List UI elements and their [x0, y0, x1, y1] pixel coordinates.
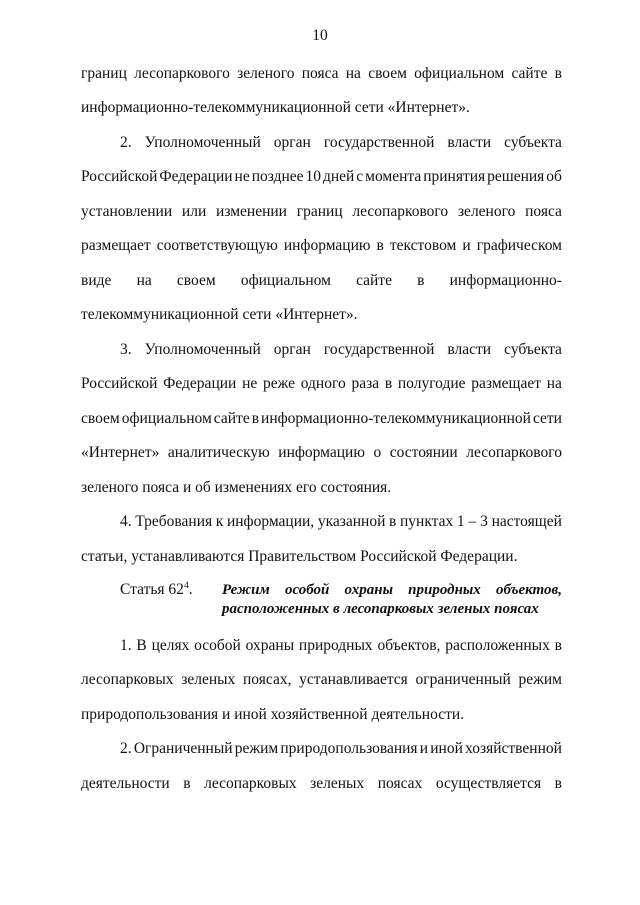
word: 1 – 3 [456, 513, 488, 530]
text-line [120, 339, 562, 361]
word: официальном [240, 272, 331, 289]
word: текстовом [389, 237, 457, 254]
text-line: статьи, устанавливаются Правительством Российской Федерации. [81, 548, 518, 565]
text-line: природопользования и иной хозяйственной деятельности. [81, 706, 465, 723]
text-line [81, 442, 562, 464]
word: Федерации [163, 375, 237, 392]
word: в [554, 637, 562, 654]
word: зеленых [181, 671, 236, 688]
word: установлении [81, 203, 173, 220]
word: настоящей [491, 513, 562, 530]
word: власти [447, 341, 492, 358]
word: поясах [377, 775, 423, 792]
word: на [546, 375, 562, 392]
word: иной [430, 740, 463, 757]
word: режим [234, 740, 279, 757]
word: изменении [216, 203, 287, 220]
word: хозяйственной [465, 740, 562, 757]
word: об [546, 168, 562, 185]
word: Российской [81, 168, 158, 185]
word: с [356, 168, 364, 185]
article-title-line: расположенных в лесопарковых зеленых поясах [222, 601, 539, 617]
word: «Интернет» [81, 444, 160, 461]
word: и [462, 237, 471, 254]
text-line [81, 63, 562, 85]
word: своем [176, 272, 216, 289]
word: целях [151, 637, 190, 654]
word: указанной [317, 513, 386, 530]
article-superscript: 4 [183, 581, 189, 591]
word: в [389, 513, 397, 530]
word: размещает [81, 237, 151, 254]
word: 1. [120, 637, 132, 654]
word: принятия [423, 168, 486, 185]
word: 3. [120, 341, 132, 358]
word: государственной [323, 341, 435, 358]
word: в [384, 375, 393, 392]
word: информацию [283, 237, 371, 254]
word: 10 [305, 168, 321, 185]
text-line: информационно-телекоммуникационной сети «Интернет». [81, 99, 470, 116]
article-number [120, 579, 193, 601]
word: зеленого [457, 203, 516, 220]
word: деятельности [81, 775, 170, 792]
word: зеленого [237, 65, 295, 82]
word: или [181, 203, 207, 220]
word: информации, [226, 513, 315, 530]
word: лесопарковых [81, 671, 174, 688]
word: особой [194, 637, 241, 654]
text-line [120, 635, 562, 657]
word: 2. [120, 134, 132, 151]
word: власти [447, 134, 492, 151]
word: сайте [511, 65, 548, 82]
word: поясах, [243, 671, 292, 688]
text-line [81, 373, 562, 395]
word: официальном [414, 65, 505, 82]
word: лесопарковых [204, 775, 297, 792]
word: состоянии [389, 444, 458, 461]
word: решения [487, 168, 545, 185]
word: информационно- [449, 272, 562, 289]
word: охраны [344, 582, 393, 598]
text-line [81, 270, 562, 292]
word: природных [298, 637, 373, 654]
word: Уполномоченный [144, 134, 261, 151]
word: границ [296, 203, 343, 220]
word: своем [368, 65, 407, 82]
text-line [120, 511, 562, 533]
word: реже [262, 375, 295, 392]
word: дней [322, 168, 355, 185]
text-line [120, 738, 562, 760]
word: 4. [120, 513, 132, 530]
word: в [183, 775, 191, 792]
word: лесопаркового [134, 65, 230, 82]
word: о [373, 444, 382, 461]
word: виде [81, 272, 112, 289]
word: не [242, 375, 258, 392]
word: Режим [222, 582, 270, 598]
word: природных [408, 582, 481, 598]
word: лесопаркового [352, 203, 449, 220]
article-label-suffix: . [188, 581, 193, 598]
word: границ [81, 65, 127, 82]
word: сайте [356, 272, 392, 289]
word: особой [284, 582, 330, 598]
word: ограниченный [415, 671, 511, 688]
word: зеленых [310, 775, 365, 792]
text-line [81, 201, 562, 223]
word: раза [351, 375, 380, 392]
word: орган [273, 134, 311, 151]
word: на [136, 272, 152, 289]
word: Федерации [159, 168, 233, 185]
word: графическом [476, 237, 562, 254]
page-number: 10 [312, 27, 328, 44]
word: на [345, 65, 361, 82]
word: субъекта [504, 341, 562, 358]
word: информационно-телекоммуникационной [261, 410, 531, 427]
word: орган [273, 341, 311, 358]
word: государственной [323, 134, 435, 151]
word: в [417, 272, 425, 289]
text-line: телекоммуникационной сети «Интернет». [81, 306, 358, 323]
word: объектов, [495, 582, 562, 598]
text-line [81, 235, 562, 257]
text-line [81, 408, 562, 430]
word: момента [365, 168, 422, 185]
word: 2. [120, 740, 132, 757]
word: Российской [81, 375, 158, 392]
word: Требования [135, 513, 213, 530]
word: устанавливается [299, 671, 408, 688]
word: режим [518, 671, 562, 688]
word: одного [300, 375, 346, 392]
word: субъекта [504, 134, 562, 151]
word: информацию [278, 444, 365, 461]
word: соответствующую [156, 237, 278, 254]
word: пояса [301, 65, 339, 82]
text-line [81, 166, 562, 188]
word: и [419, 740, 429, 757]
word: официальном [121, 410, 212, 427]
word: сети [532, 410, 562, 427]
word: позднее [251, 168, 304, 185]
word: размещает [471, 375, 541, 392]
word: расположенных [445, 637, 550, 654]
article-label-text: Статья 62 [120, 581, 184, 598]
text-line [81, 669, 562, 691]
article-title-line [222, 580, 562, 600]
word: не [234, 168, 250, 185]
word: аналитическую [167, 444, 270, 461]
word: к [215, 513, 224, 530]
word: объектов, [377, 637, 441, 654]
word: Уполномоченный [144, 341, 261, 358]
word: осуществляется [435, 775, 542, 792]
word: Ограниченный [133, 740, 233, 757]
word: сайте [213, 410, 250, 427]
text-line: зеленого пояса и об изменениях его состояния. [81, 479, 392, 496]
word: В [136, 637, 147, 654]
word: пояса [525, 203, 562, 220]
word: в [376, 237, 384, 254]
word: своем [81, 410, 120, 427]
word: в [251, 410, 260, 427]
text-line [120, 132, 562, 154]
word: природопользования [280, 740, 418, 757]
word: в [554, 65, 562, 82]
word: пунктах [400, 513, 454, 530]
word: полугодие [397, 375, 466, 392]
word: в [554, 775, 562, 792]
word: охраны [245, 637, 295, 654]
text-line [81, 773, 562, 795]
word: лесопаркового [466, 444, 562, 461]
